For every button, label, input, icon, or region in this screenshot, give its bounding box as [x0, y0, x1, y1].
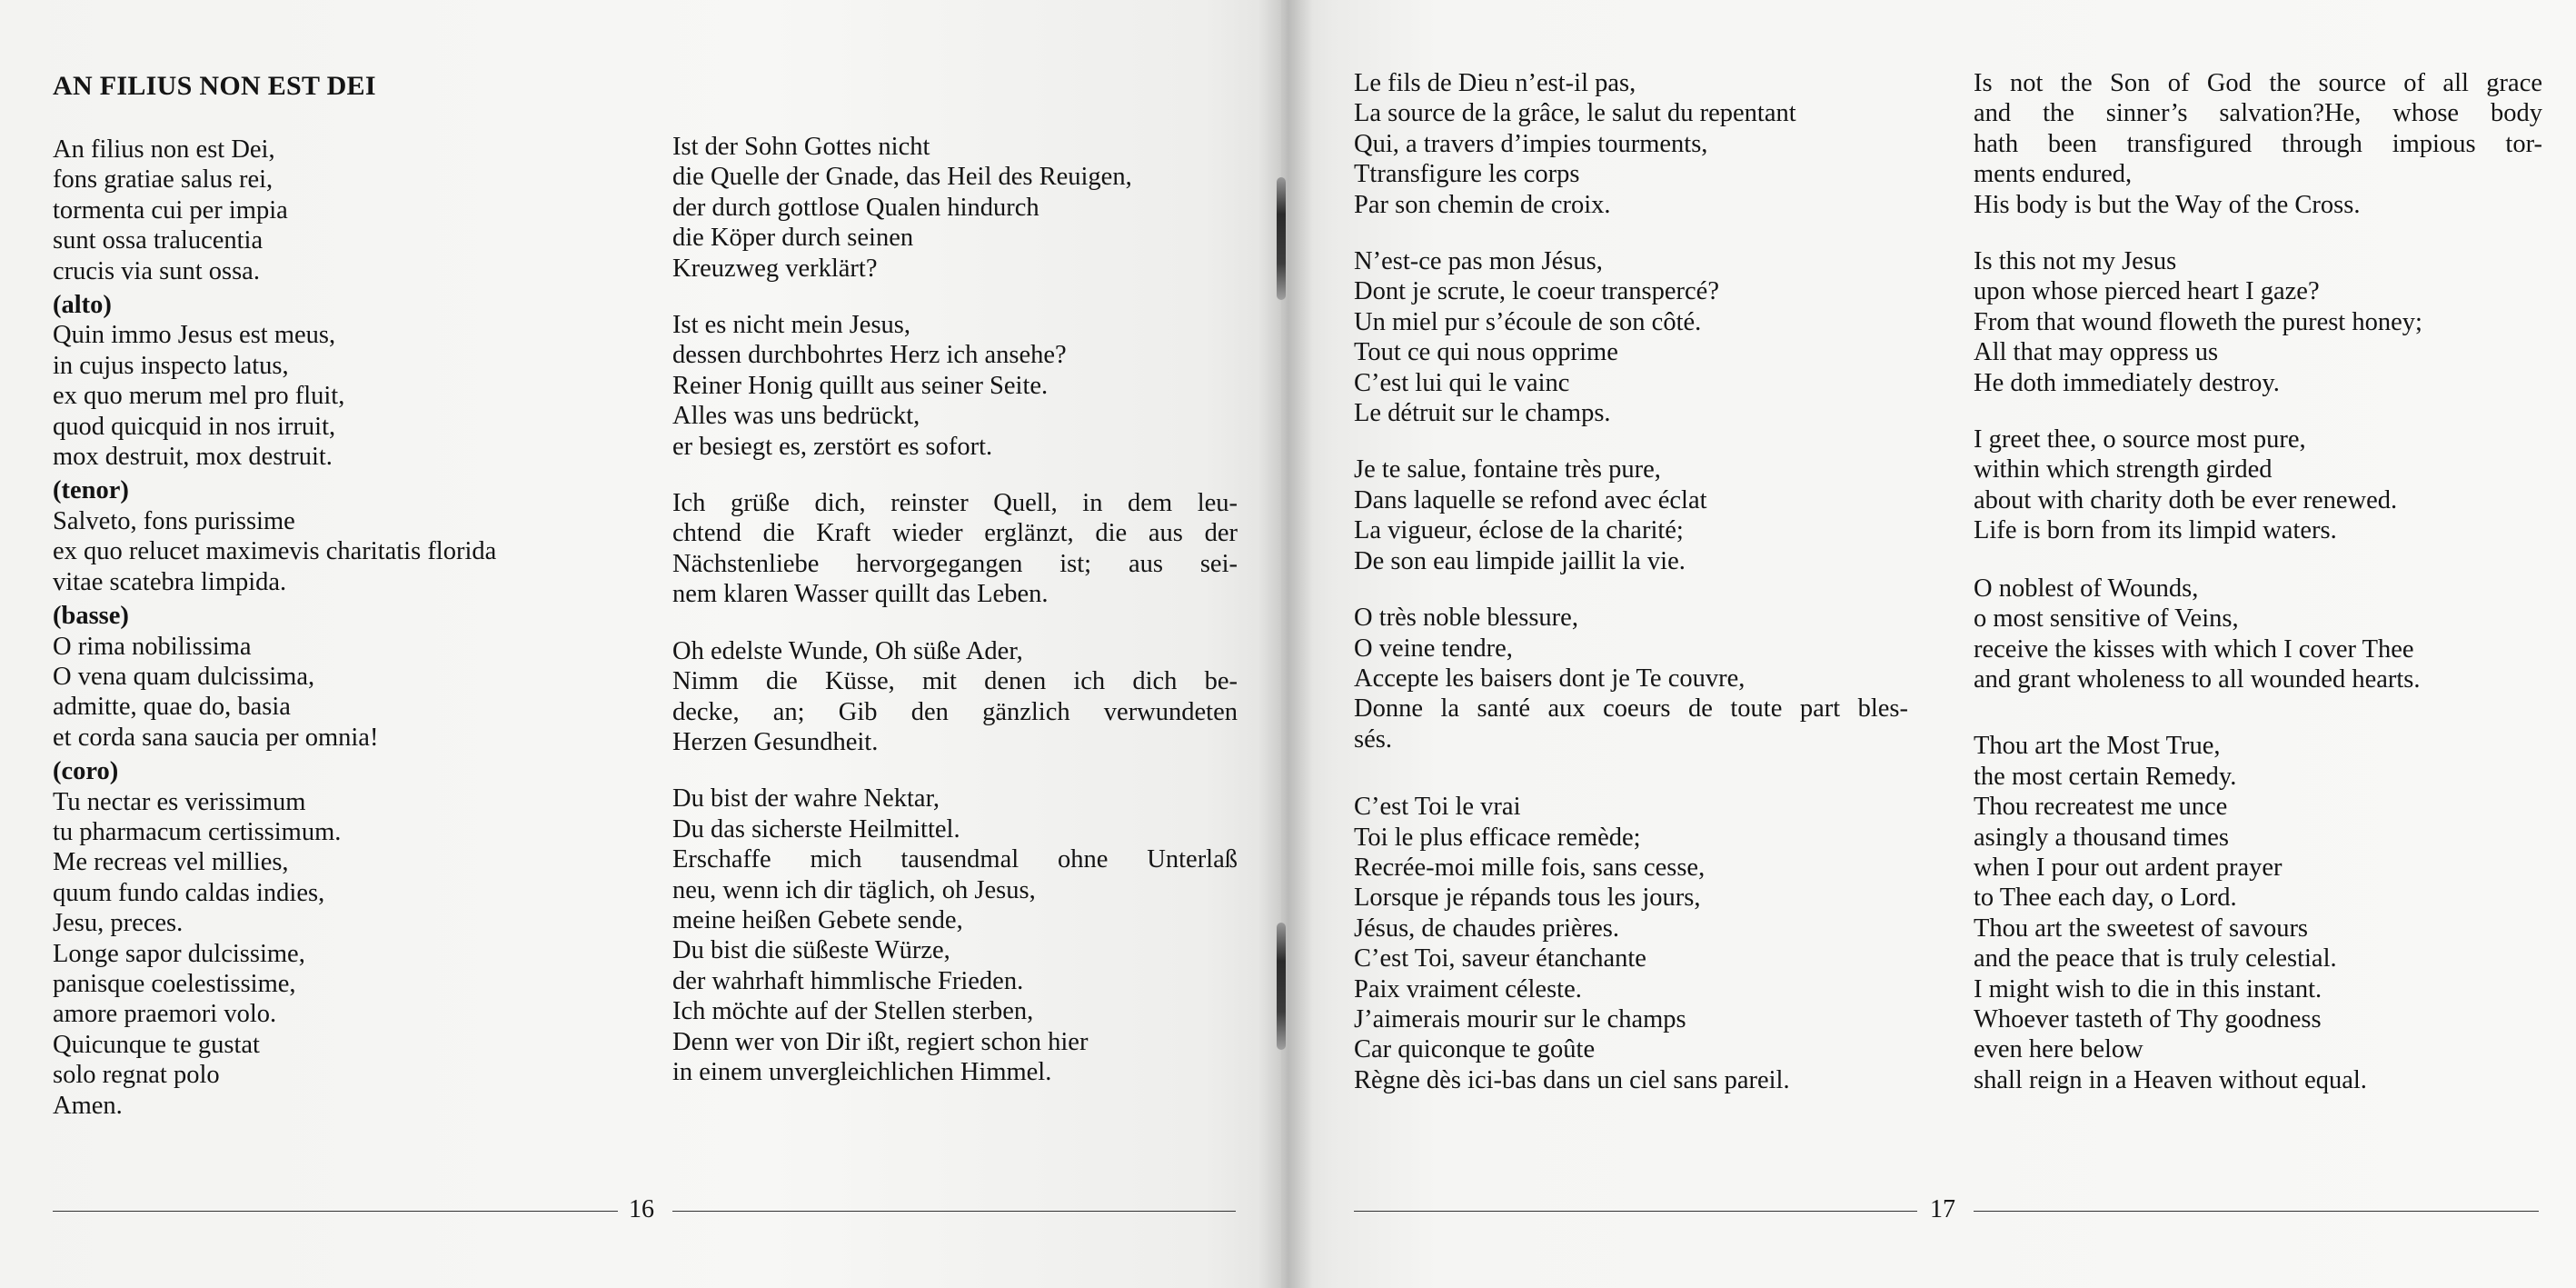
text-line: in einem unvergleichlichen Himmel.: [672, 1057, 1052, 1086]
latin-text-column: [53, 135, 634, 1121]
text-line: C’est Toi le vrai: [1354, 793, 1521, 822]
text-line: panisque coelestissime,: [53, 969, 296, 998]
text-line: Accepte les baisers dont je Te couvre,: [1354, 664, 1746, 693]
voice-label-alto: (alto): [53, 291, 112, 320]
text-line: Herzen Gesundheit.: [672, 727, 879, 756]
footer-rule-left-b: [672, 1211, 1236, 1212]
text-line: ex quo relucet maximevis charitatis florida: [53, 537, 497, 566]
text-line: Je te salue, fontaine très pure,: [1354, 455, 1661, 484]
text-line: mox destruit, mox destruit.: [53, 443, 333, 472]
french-text-column: [1354, 68, 1908, 1095]
text-line: All that may oppress us: [1974, 338, 2219, 367]
text-line: N’est-ce pas mon Jésus,: [1354, 247, 1603, 276]
text-line: meine heißen Gebete sende,: [672, 905, 963, 934]
voice-label-coro: (coro): [53, 757, 119, 786]
text-line: Thou art the Most True,: [1974, 732, 2221, 761]
text-line: His body is but the Way of the Cross.: [1974, 190, 2361, 219]
text-line: chtend die Kraft wieder erglänzt, die aus der: [672, 519, 1238, 548]
text-line: Donne la santé aux coeurs de toute part bles-: [1354, 694, 1908, 724]
text-line: Dont je scrute, le coeur transpercé?: [1354, 277, 1719, 306]
text-line: Salveto, fons purissime: [53, 506, 295, 535]
text-line: An filius non est Dei,: [53, 135, 275, 164]
text-line: amore praemori volo.: [53, 1000, 277, 1029]
german-text-column: [672, 132, 1238, 1087]
page-number-17: 17: [1930, 1195, 1955, 1223]
text-line: La vigueur, éclose de la charité;: [1354, 516, 1684, 545]
text-line: admitte, quae do, basia: [53, 693, 291, 722]
text-line: Règne dès ici-bas dans un ciel sans pareil.: [1354, 1065, 1790, 1094]
text-line: Erschaffe mich tausendmal ohne Unterlaß: [672, 845, 1238, 874]
text-line: C’est lui qui le vainc: [1354, 368, 1570, 397]
text-line: O très noble blessure,: [1354, 604, 1578, 633]
english-stanza-2: [1974, 246, 2542, 398]
text-line: Le fils de Dieu n’est-il pas,: [1354, 69, 1636, 97]
text-line: die Quelle der Gnade, das Heil des Reuigen,: [672, 163, 1132, 192]
voice-label-tenor: (tenor): [53, 476, 129, 505]
song-title: AN FILIUS NON EST DEI: [53, 71, 376, 101]
text-line: Is not the Son of God the source of all grace: [1974, 69, 2542, 97]
text-line: Un miel pur s’écoule de son côté.: [1354, 307, 1702, 336]
text-line: Recrée-moi mille fois, sans cesse,: [1354, 853, 1706, 882]
text-line: Jesu, preces.: [53, 909, 184, 938]
text-line: Ist der Sohn Gottes nicht: [672, 133, 930, 161]
text-line: der wahrhaft himmlische Frieden.: [672, 966, 1024, 995]
text-line: Whoever tasteth of Thy goodness: [1974, 1004, 2322, 1033]
text-line: O noblest of Wounds,: [1974, 574, 2199, 603]
german-stanza-2: [672, 310, 1238, 462]
text-line: I greet thee, o source most pure,: [1974, 425, 2306, 454]
text-line: Longe sapor dulcissime,: [53, 939, 305, 968]
text-line: Amen.: [53, 1091, 123, 1120]
text-line: Me recreas vel millies,: [53, 848, 289, 877]
text-line: and the peace that is truly celestial.: [1974, 944, 2337, 973]
text-line: and the sinner’s salvation?He, whose body: [1974, 99, 2542, 128]
english-stanza-1: [1974, 68, 2542, 220]
text-line: C’est Toi, saveur étanchante: [1354, 944, 1646, 973]
text-line: quum fundo caldas indies,: [53, 878, 325, 907]
latin-coro-stanza: [53, 787, 634, 1121]
text-line: Kreuzweg verklärt?: [672, 254, 878, 283]
text-line: Nimm die Küsse, mit denen ich dich be-: [672, 667, 1238, 696]
text-line: J’aimerais mourir sur le champs: [1354, 1004, 1686, 1033]
page-number-16: 16: [629, 1195, 654, 1223]
text-line: fons gratiae salus rei,: [53, 165, 274, 195]
text-line: La source de la grâce, le salut du repentant: [1354, 99, 1796, 128]
text-line: and grant wholeness to all wounded hearts.: [1974, 664, 2421, 694]
text-line: Ich grüße dich, reinster Quell, in dem leu-: [672, 489, 1238, 518]
text-line: vitae scatebra limpida.: [53, 567, 287, 596]
text-line: Le détruit sur le champs.: [1354, 399, 1611, 428]
text-line: O vena quam dulcissima,: [53, 662, 315, 691]
text-line: tormenta cui per impia: [53, 195, 288, 225]
text-line: within which strength girded: [1974, 455, 2273, 484]
text-line: Alles was uns bedrückt,: [672, 402, 920, 431]
latin-basse-stanza: [53, 632, 634, 754]
text-line: die Köper durch seinen: [672, 224, 914, 253]
text-line: Car quiconque te goûte: [1354, 1035, 1596, 1064]
text-line: Is this not my Jesus: [1974, 247, 2177, 276]
text-line: hath been transfigured through impious tor-: [1974, 129, 2542, 158]
german-stanza-3: [672, 488, 1238, 610]
german-stanza-1: [672, 132, 1238, 284]
text-line: ex quo merum mel pro fluit,: [53, 382, 345, 411]
text-line: Oh edelste Wunde, Oh süße Ader,: [672, 636, 1023, 665]
text-line: Ttransfigure les corps: [1354, 160, 1580, 189]
text-line: Life is born from its limpid waters.: [1974, 516, 2337, 545]
text-line: er besiegt es, zerstört es sofort.: [672, 432, 993, 461]
text-line: Jésus, de chaudes prières.: [1354, 914, 1620, 943]
text-line: From that wound floweth the purest honey;: [1974, 307, 2422, 336]
text-line: asingly a thousand times: [1974, 823, 2230, 852]
text-line: Ist es nicht mein Jesus,: [672, 311, 911, 340]
english-stanza-5: [1974, 731, 2542, 1095]
text-line: Reiner Honig quillt aus seiner Seite.: [672, 371, 1049, 400]
text-line: upon whose pierced heart I gaze?: [1974, 277, 2320, 306]
text-line: Tu nectar es verissimum: [53, 787, 306, 816]
latin-intro-stanza: [53, 135, 634, 286]
text-line: in cujus inspecto latus,: [53, 351, 289, 380]
text-line: about with charity doth be ever renewed.: [1974, 485, 2398, 514]
english-stanza-4: [1974, 574, 2542, 695]
text-line: Ich möchte auf der Stellen sterben,: [672, 997, 1034, 1026]
text-line: Lorsque je répands tous les jours,: [1354, 884, 1701, 913]
text-line: Thou recreatest me unce: [1974, 793, 2228, 822]
latin-alto-stanza: [53, 320, 634, 472]
text-line: Tout ce qui nous opprime: [1354, 338, 1618, 367]
text-line: solo regnat polo: [53, 1061, 220, 1090]
staple-bottom: [1277, 923, 1286, 1050]
text-line: neu, wenn ich dir täglich, oh Jesus,: [672, 875, 1036, 904]
french-stanza-2: [1354, 246, 1908, 428]
text-line: receive the kisses with which I cover Thee: [1974, 634, 2414, 664]
text-line: Nächstenliebe hervorgegangen ist; aus sei-: [672, 549, 1238, 578]
text-line: Du bist der wahre Nektar,: [672, 784, 940, 814]
french-stanza-5: [1354, 792, 1908, 1095]
text-line: Paix vraiment céleste.: [1354, 974, 1582, 1003]
text-line: Thou art the sweetest of savours: [1974, 914, 2309, 943]
french-stanza-1: [1354, 68, 1908, 220]
text-line: der durch gottlose Qualen hindurch: [672, 193, 1039, 222]
text-line: Quicunque te gustat: [53, 1030, 260, 1059]
text-line: Toi le plus efficace remède;: [1354, 823, 1641, 852]
text-line: the most certain Remedy.: [1974, 762, 2237, 791]
text-line: decke, an; Gib den gänzlich verwundeten: [672, 697, 1238, 726]
french-stanza-3: [1354, 454, 1908, 576]
french-stanza-4: [1354, 603, 1908, 754]
text-line: o most sensitive of Veins,: [1974, 604, 2239, 634]
text-line: De son eau limpide jaillit la vie.: [1354, 546, 1686, 575]
text-line: to Thee each day, o Lord.: [1974, 884, 2237, 913]
text-line: tu pharmacum certissimum.: [53, 817, 342, 846]
text-line: He doth immediately destroy.: [1974, 368, 2280, 397]
text-line: Par son chemin de croix.: [1354, 190, 1611, 219]
footer-rule-right-b: [1974, 1211, 2539, 1212]
english-stanza-3: [1974, 424, 2542, 546]
staple-top: [1277, 177, 1286, 300]
text-line: I might wish to die in this instant.: [1974, 974, 2322, 1003]
text-line: ments endured,: [1974, 160, 2133, 189]
text-line: nem klaren Wasser quillt das Leben.: [672, 580, 1049, 609]
text-line: Du das sicherste Heilmittel.: [672, 814, 960, 844]
text-line: shall reign in a Heaven without equal.: [1974, 1065, 2367, 1094]
text-line: dessen durchbohrtes Herz ich ansehe?: [672, 341, 1067, 370]
german-stanza-4: [672, 636, 1238, 758]
text-line: Dans laquelle se refond avec éclat: [1354, 485, 1707, 514]
text-line: when I pour out ardent prayer: [1974, 853, 2283, 882]
latin-tenor-stanza: [53, 506, 634, 597]
text-line: crucis via sunt ossa.: [53, 256, 260, 285]
text-line: O veine tendre,: [1354, 634, 1513, 663]
text-line: Qui, a travers d’impies tourments,: [1354, 129, 1708, 158]
text-line: O rima nobilissima: [53, 632, 252, 661]
text-line: sunt ossa tralucentia: [53, 226, 264, 255]
footer-rule-left-a: [53, 1211, 618, 1212]
text-line: Du bist die süßeste Würze,: [672, 936, 950, 965]
footer-rule-right-a: [1354, 1211, 1917, 1212]
german-stanza-5: [672, 784, 1238, 1087]
text-line: quod quicquid in nos irruit,: [53, 412, 336, 441]
text-line: Quin immo Jesus est meus,: [53, 321, 336, 350]
english-text-column: [1974, 68, 2542, 1095]
text-line: sés.: [1354, 724, 1392, 754]
text-line: et corda sana saucia per omnia!: [53, 723, 379, 752]
voice-label-basse: (basse): [53, 602, 129, 631]
text-line: even here below: [1974, 1035, 2143, 1064]
text-line: Denn wer von Dir ißt, regiert schon hier: [672, 1027, 1089, 1056]
